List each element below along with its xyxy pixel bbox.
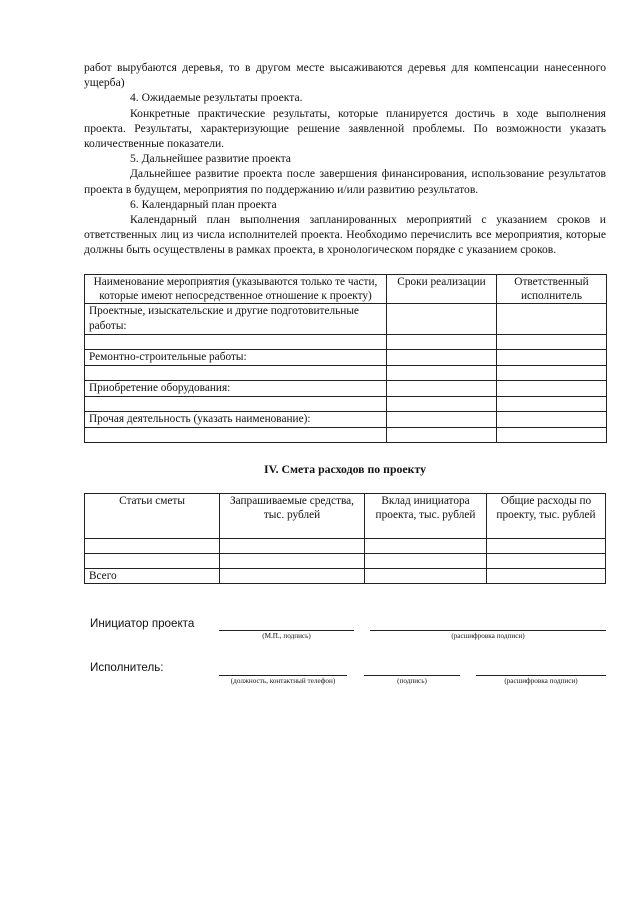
initiator-signature-line[interactable]: [219, 630, 354, 631]
executor-label: Исполнитель:: [90, 661, 164, 674]
initiator-label: Инициатор проекта: [90, 617, 195, 630]
executor-caption-name: (расшифровка подписи): [504, 677, 578, 685]
total-label: Всего: [85, 568, 220, 583]
header-total-expenses: Общие расходы по проекту, тыс. рублей: [487, 493, 606, 538]
executor-caption-position: (должность, контактный телефон): [230, 677, 336, 685]
header-initiator-contribution: Вклад инициатора проекта, тыс. рублей: [365, 493, 487, 538]
heading-expected-results: 4. Ожидаемые результаты проекта.: [130, 91, 303, 105]
row-activity-design: Проектные, изыскательские и другие подготовительные работы:: [85, 303, 387, 334]
paragraph-calendar-plan: Календарный план выполнения запланированных мероприятий с указанием сроков и ответственных лиц из числа исполнителей проекта. Необходимо перечислить все мероприятия, которые должны быть осуществлены в рамках проекта, в хронологическом порядке с указанием сроков.: [84, 213, 606, 257]
paragraph-further-development: Дальнейшее развитие проекта после завершения финансирования, использование результатов проекта в будущем, мероприятия по поддержанию и/или развитию результатов.: [84, 167, 606, 196]
row-activity-equipment: Приобретение оборудования:: [85, 380, 387, 396]
heading-further-development: 5. Дальнейшее развитие проекта: [130, 152, 291, 166]
paragraph-tree-compensation: работ вырубаются деревья, то в другом месте высаживаются деревья для компенсации нанесенного ущерба): [84, 61, 606, 90]
heading-calendar-plan: 6. Календарный план проекта: [130, 197, 277, 211]
header-responsible: Ответственный исполнитель: [497, 274, 607, 303]
header-activity: Наименование мероприятия (указываются только те части, которые имеют непосредственное отношение к проекту): [85, 274, 387, 303]
header-budget-items: Статьи сметы: [85, 493, 220, 538]
row-activity-other: Прочая деятельность (указать наименование):: [85, 411, 387, 427]
initiator-caption-stamp: (М.П., подпись): [262, 632, 311, 640]
header-timing: Сроки реализации: [387, 274, 497, 303]
header-requested-funds: Запрашиваемые средства, тыс. рублей: [220, 493, 365, 538]
executor-name-line[interactable]: [476, 675, 606, 676]
initiator-name-line[interactable]: [370, 630, 606, 631]
executor-signature-line[interactable]: [364, 675, 460, 676]
executor-caption-signature: (подпись): [397, 677, 427, 685]
executor-position-line[interactable]: [219, 675, 347, 676]
budget-section-title: IV. Смета расходов по проекту: [264, 461, 426, 476]
paragraph-expected-results: Конкретные практические результаты, которые планируется достичь в ходе выполнения проекта. Результаты, характеризующие решение заявленной проблемы. По возможности указать количественные показатели.: [84, 106, 606, 151]
row-activity-construction: Ремонтно-строительные работы:: [85, 349, 387, 365]
initiator-caption-name: (расшифровка подписи): [451, 632, 525, 640]
